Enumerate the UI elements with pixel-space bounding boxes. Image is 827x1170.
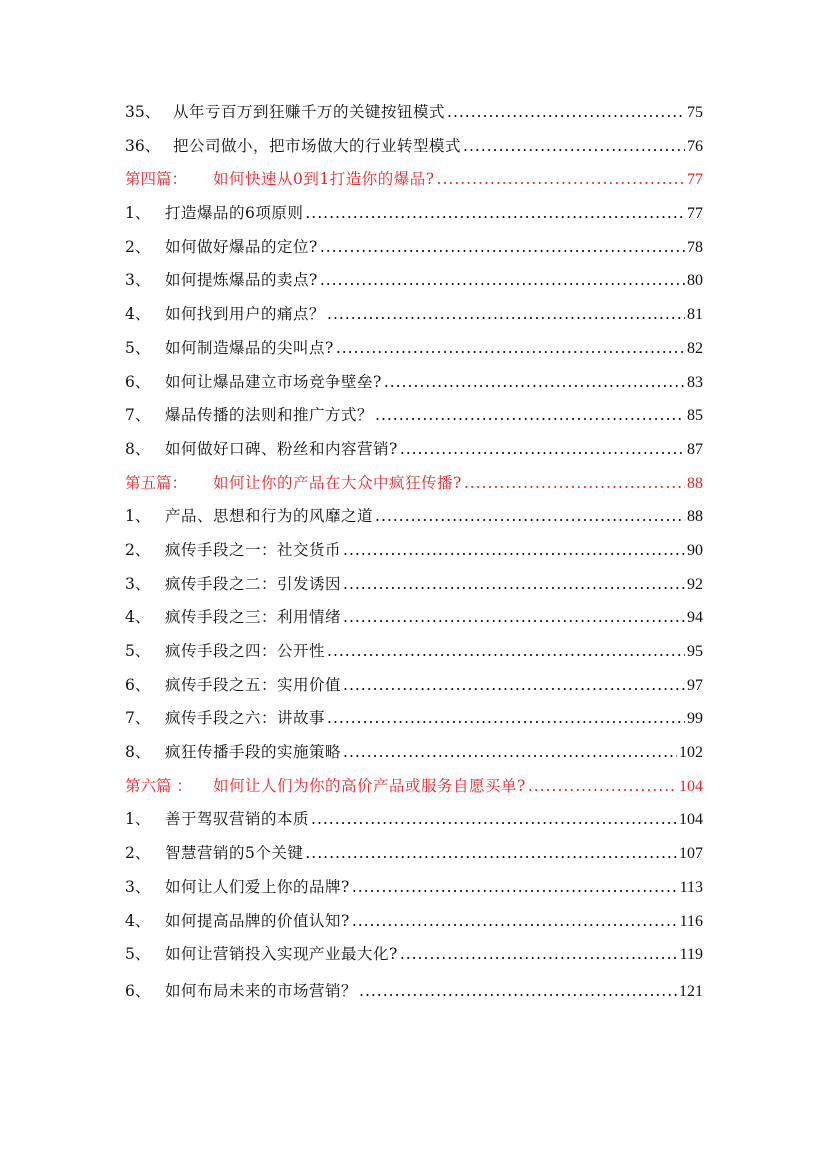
toc-entry-number: 第六篇 ： — [125, 776, 192, 795]
toc-entry-title: 把公司做小，把市场做大的行业转型模式 — [173, 136, 462, 155]
toc-dot-leader — [400, 433, 685, 467]
toc-entry[interactable] — [125, 264, 703, 298]
toc-entry[interactable] — [125, 938, 703, 972]
toc-dot-leader — [311, 803, 677, 837]
toc-entry[interactable] — [125, 130, 703, 164]
toc-entry-title: 产品、思想和行为的风靡之道 — [165, 507, 374, 526]
toc-entry-number: 7、 — [125, 406, 151, 425]
toc-entry-number: 5、 — [125, 642, 151, 660]
toc-entry-number: 8、 — [125, 439, 151, 458]
toc-page-number: 97 — [687, 676, 703, 694]
toc-entry-title: 疯狂传播手段的实施策略 — [165, 743, 342, 762]
toc-entry-number: 35、 — [125, 103, 161, 121]
toc-chapter-heading[interactable] — [125, 467, 703, 501]
toc-dot-leader — [352, 905, 678, 939]
toc-entry-number: 6、 — [125, 675, 151, 694]
toc-dot-leader — [437, 163, 685, 197]
toc-entry[interactable] — [125, 871, 703, 905]
toc-entry-number: 第四篇： — [125, 170, 188, 189]
toc-page-number: 85 — [687, 407, 703, 425]
toc-entry-title: 从年亏百万到狂赚千万的关键按钮模式 — [173, 103, 446, 121]
toc-dot-leader — [320, 231, 685, 265]
toc-entry[interactable] — [125, 500, 703, 534]
toc-page-number: 76 — [687, 137, 703, 155]
toc-page-number: 87 — [687, 440, 703, 458]
toc-entry-title: 善于驾驭营销的本质 — [165, 810, 310, 829]
toc-entry-title: 如何让爆品建立市场竞争壁垒? — [165, 372, 382, 391]
toc-entry[interactable] — [125, 366, 703, 400]
toc-entry[interactable] — [125, 197, 703, 231]
toc-entry-number: 5、 — [125, 338, 151, 357]
toc-entry-number: 4、 — [125, 911, 151, 930]
toc-dot-leader — [327, 298, 685, 332]
toc-page-number: 83 — [687, 373, 703, 391]
toc-entry[interactable] — [125, 702, 703, 736]
toc-entry-number: 1、 — [125, 507, 151, 526]
toc-page-number: 88 — [687, 508, 703, 526]
toc-dot-leader — [343, 601, 685, 635]
toc-dot-leader — [375, 399, 685, 433]
toc-page-number: 104 — [679, 777, 703, 795]
toc-dot-leader — [359, 975, 677, 1009]
toc-page-number: 104 — [679, 811, 703, 829]
toc-entry[interactable] — [125, 975, 703, 1009]
toc-entry-title: 如何让人们爱上你的品牌? — [165, 877, 350, 896]
toc-page-number: 94 — [687, 609, 703, 627]
toc-entry-number: 4、 — [125, 608, 151, 627]
toc-page-number: 99 — [687, 710, 703, 728]
toc-entry-title: 爆品传播的法则和推广方式？ — [165, 406, 374, 425]
toc-entry-number: 8、 — [125, 743, 151, 762]
toc-entry[interactable] — [125, 96, 703, 130]
toc-entry[interactable] — [125, 568, 703, 602]
toc-page-number: 77 — [687, 171, 703, 189]
toc-page-number: 75 — [687, 104, 703, 121]
toc-entry-number: 2、 — [125, 237, 151, 256]
toc-entry-number: 5、 — [125, 945, 151, 964]
toc-page-number: 82 — [687, 339, 703, 357]
toc-entry-title: 如何提高品牌的价值认知? — [165, 911, 350, 930]
toc-dot-leader — [463, 130, 685, 164]
toc-dot-leader — [305, 197, 685, 231]
toc-entry-number: 3、 — [125, 271, 151, 290]
toc-entry-number: 3、 — [125, 574, 151, 593]
toc-page-number: 116 — [679, 912, 703, 930]
toc-entry-title: 如何制造爆品的尖叫点? — [165, 338, 334, 357]
toc-entry-number: 1、 — [125, 810, 151, 829]
toc-entry-title: 疯传手段之五：实用价值 — [165, 675, 342, 694]
toc-dot-leader — [528, 770, 677, 804]
toc-entry[interactable] — [125, 837, 703, 871]
toc-dot-leader — [352, 871, 678, 905]
toc-entry-title: 如何找到用户的痛点？ — [165, 305, 326, 324]
toc-entry-title: 如何让人们为你的高价产品或服务自愿买单? — [213, 776, 526, 795]
toc-entry-title: 智慧营销的5个关键 — [165, 844, 304, 863]
toc-page-number: 102 — [679, 744, 703, 762]
toc-entry-number: 第五篇： — [125, 473, 188, 492]
toc-page-number: 80 — [687, 272, 703, 290]
toc-dot-leader — [343, 534, 685, 568]
toc-entry[interactable] — [125, 332, 703, 366]
toc-page-number: 92 — [687, 575, 703, 593]
toc-page-number: 90 — [687, 541, 703, 559]
toc-entry[interactable] — [125, 669, 703, 703]
toc-page-number: 81 — [687, 306, 703, 324]
toc-entry-title: 疯传手段之四：公开性 — [165, 642, 326, 660]
toc-page-number: 113 — [679, 878, 703, 896]
toc-entry[interactable] — [125, 635, 703, 669]
toc-page-number: 78 — [687, 238, 703, 256]
toc-entry[interactable] — [125, 399, 703, 433]
toc-entry-title: 如何布局未来的市场营销？ — [165, 981, 358, 1000]
toc-page-number: 77 — [687, 205, 703, 223]
toc-entry-title: 如何让营销投入实现产业最大化? — [165, 945, 398, 964]
toc-page-number: 95 — [687, 643, 703, 660]
toc-dot-leader — [327, 635, 685, 669]
toc-entry-number: 4、 — [125, 305, 151, 324]
toc-entry[interactable] — [125, 905, 703, 939]
toc-chapter-heading[interactable] — [125, 770, 703, 804]
toc-chapter-heading[interactable] — [125, 163, 703, 197]
toc-entry[interactable] — [125, 803, 703, 837]
toc-entry[interactable] — [125, 601, 703, 635]
toc-entry-number: 6、 — [125, 372, 151, 391]
toc-entry-title: 如何让你的产品在大众中疯狂传播? — [213, 473, 462, 492]
toc-dot-leader — [336, 332, 685, 366]
toc-page-number: 121 — [679, 982, 703, 1000]
toc-entry[interactable] — [125, 534, 703, 568]
toc-entry[interactable] — [125, 736, 703, 770]
toc-entry-number: 1、 — [125, 204, 151, 223]
toc-dot-leader — [320, 264, 685, 298]
toc-dot-leader — [305, 837, 677, 871]
toc-dot-leader — [343, 568, 685, 602]
toc-entry-number: 2、 — [125, 844, 151, 863]
toc-dot-leader — [400, 938, 678, 972]
toc-dot-leader — [343, 669, 685, 703]
toc-dot-leader — [447, 96, 685, 130]
toc-entry-title: 疯传手段之二：引发诱因 — [165, 574, 342, 593]
toc-entry-title: 疯传手段之六：讲故事 — [165, 709, 326, 728]
toc-entry-title: 疯传手段之一：社交货币 — [165, 540, 342, 559]
toc-page-number: 88 — [687, 474, 703, 492]
toc-entry-number: 2、 — [125, 540, 151, 559]
toc-dot-leader — [384, 366, 685, 400]
toc-entry-number: 3、 — [125, 877, 151, 896]
table-of-contents — [125, 96, 703, 1009]
toc-dot-leader — [343, 736, 677, 770]
toc-dot-leader — [464, 467, 685, 501]
toc-entry-title: 如何快速从0到1打造你的爆品? — [213, 170, 435, 189]
toc-entry-number: 6、 — [125, 981, 151, 1000]
toc-entry-title: 如何做好口碑、粉丝和内容营销? — [165, 439, 398, 458]
toc-entry-title: 疯传手段之三：利用情绪 — [165, 608, 342, 627]
toc-entry-number: 7、 — [125, 709, 151, 728]
toc-entry-title: 如何提炼爆品的卖点? — [165, 271, 318, 290]
toc-entry[interactable] — [125, 231, 703, 265]
toc-dot-leader — [327, 702, 685, 736]
toc-dot-leader — [375, 500, 685, 534]
toc-entry-title: 打造爆品的6项原则 — [165, 204, 304, 223]
toc-entry[interactable] — [125, 298, 703, 332]
toc-entry-number: 36、 — [125, 136, 161, 155]
toc-entry[interactable] — [125, 433, 703, 467]
toc-page-number: 107 — [679, 845, 703, 863]
toc-entry-title: 如何做好爆品的定位? — [165, 237, 318, 256]
toc-page-number: 119 — [679, 946, 703, 964]
